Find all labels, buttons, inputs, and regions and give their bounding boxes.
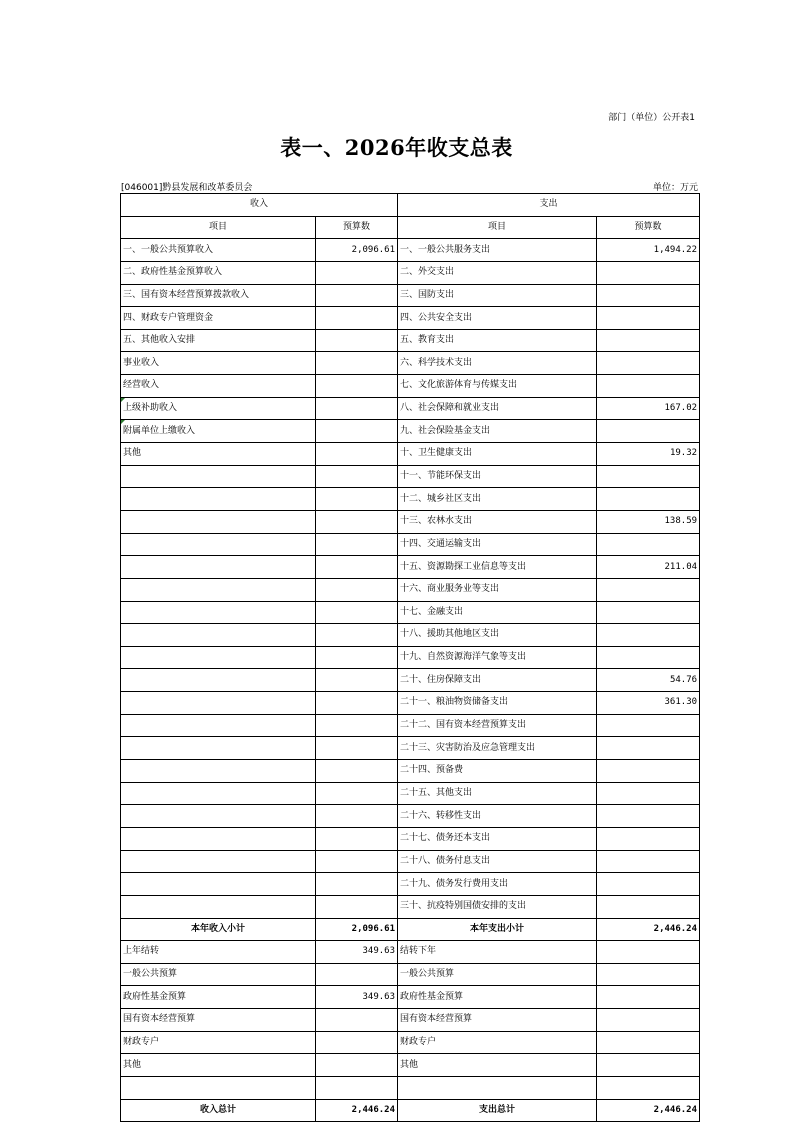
income-value-cell [316,827,398,850]
table-row [121,239,700,262]
income-carry-label: 国有资本经营预算 [121,1009,316,1032]
expense-carry-label: 其他 [398,1054,597,1077]
income-value-cell [316,307,398,330]
expense-item-cell: 七、文化旅游体育与传媒支出 [398,375,597,398]
section-header-row [121,194,700,217]
expense-carry-value [597,986,700,1009]
expense-carry-value [597,1031,700,1054]
carry-row [121,963,700,986]
income-value-cell [316,488,398,511]
income-item-cell: 附属单位上缴收入 [121,420,316,443]
expense-value-cell [597,420,700,443]
expense-value-cell: 361.30 [597,692,700,715]
carry-row [121,1031,700,1054]
expense-item-cell: 一、一般公共服务支出 [398,239,597,262]
carry-row [121,1009,700,1032]
table-row [121,556,700,579]
expense-value-cell [597,488,700,511]
income-value-cell [316,375,398,398]
income-item-cell [121,556,316,579]
income-value-cell [316,760,398,783]
budget-summary-table [120,193,700,1122]
income-value-cell: 2,096.61 [316,239,398,262]
income-value-cell [316,465,398,488]
income-value-cell [316,420,398,443]
expense-item-cell: 五、教育支出 [398,329,597,352]
expense-item-header: 项目 [398,216,597,239]
expense-value-cell [597,782,700,805]
expense-item-cell: 六、科学技术支出 [398,352,597,375]
expense-carry-value [597,1054,700,1077]
table-row [121,375,700,398]
income-item-cell [121,760,316,783]
expense-value-cell [597,873,700,896]
income-value-cell [316,737,398,760]
expense-section-header: 支出 [398,194,700,217]
table-row [121,760,700,783]
expense-carry-label: 财政专户 [398,1031,597,1054]
table-row [121,669,700,692]
income-item-cell [121,895,316,918]
income-item-cell [121,850,316,873]
expense-item-cell: 二十二、国有资本经营预算支出 [398,714,597,737]
income-item-cell [121,601,316,624]
income-item-header: 项目 [121,216,316,239]
income-value-cell [316,329,398,352]
income-item-cell: 事业收入 [121,352,316,375]
table-row [121,420,700,443]
income-value-cell [316,669,398,692]
income-carry-value: 349.63 [316,941,398,964]
income-budget-header: 预算数 [316,216,398,239]
income-carry-value [316,1054,398,1077]
income-value-cell [316,556,398,579]
income-item-cell [121,646,316,669]
expense-item-cell: 十四、交通运输支出 [398,533,597,556]
table-row [121,827,700,850]
income-value-cell [316,261,398,284]
income-value-cell [316,805,398,828]
income-item-cell [121,533,316,556]
form-code-label: 部门（单位）公开表1 [608,113,695,123]
expense-total-value: 2,446.24 [597,1099,700,1122]
expense-carry-label: 政府性基金预算 [398,986,597,1009]
expense-value-cell: 138.59 [597,510,700,533]
table-row [121,737,700,760]
expense-value-cell [597,465,700,488]
income-value-cell [316,714,398,737]
table-row [121,352,700,375]
income-value-cell [316,578,398,601]
expense-value-cell [597,850,700,873]
income-item-cell [121,873,316,896]
expense-value-cell [597,895,700,918]
table-row [121,873,700,896]
expense-item-cell: 十二、城乡社区支出 [398,488,597,511]
expense-item-cell: 二十六、转移性支出 [398,805,597,828]
income-value-cell [316,533,398,556]
table-row [121,646,700,669]
table-row [121,714,700,737]
expense-value-cell [597,760,700,783]
income-item-cell [121,488,316,511]
income-carry-label: 一般公共预算 [121,963,316,986]
table-row [121,329,700,352]
income-value-cell [316,284,398,307]
expense-item-cell: 二十一、粮油物资储备支出 [398,692,597,715]
organization-name: [046001]黔县发展和改革委员会 [121,183,253,193]
expense-value-cell [597,375,700,398]
table-row [121,397,700,420]
table-row [121,533,700,556]
income-carry-label: 财政专户 [121,1031,316,1054]
expense-value-cell [597,646,700,669]
carry-row [121,1076,700,1099]
income-value-cell [316,895,398,918]
expense-item-cell: 十九、自然资源海洋气象等支出 [398,646,597,669]
expense-value-cell [597,284,700,307]
income-value-cell [316,624,398,647]
income-value-cell [316,601,398,624]
expense-value-cell [597,261,700,284]
income-total-value: 2,446.24 [316,1099,398,1122]
expense-subtotal-label: 本年支出小计 [398,918,597,941]
expense-item-cell: 九、社会保险基金支出 [398,420,597,443]
table-row [121,488,700,511]
table-row [121,578,700,601]
carry-row [121,941,700,964]
expense-item-cell: 二十八、债务付息支出 [398,850,597,873]
expense-carry-label: 一般公共预算 [398,963,597,986]
income-item-cell [121,782,316,805]
income-value-cell [316,692,398,715]
income-carry-value [316,1031,398,1054]
income-item-cell [121,827,316,850]
income-value-cell [316,510,398,533]
income-item-cell [121,805,316,828]
income-item-cell: 二、政府性基金预算收入 [121,261,316,284]
income-subtotal-label: 本年收入小计 [121,918,316,941]
income-section-header: 收入 [121,194,398,217]
expense-value-cell: 19.32 [597,443,700,466]
expense-carry-value [597,1076,700,1099]
expense-value-cell [597,307,700,330]
income-item-cell [121,578,316,601]
expense-carry-value [597,941,700,964]
table-row [121,895,700,918]
expense-item-cell: 二十五、其他支出 [398,782,597,805]
expense-budget-header: 预算数 [597,216,700,239]
expense-item-cell: 二十四、预备费 [398,760,597,783]
total-row [121,1099,700,1122]
income-carry-value: 349.63 [316,986,398,1009]
expense-value-cell [597,737,700,760]
expense-value-cell: 167.02 [597,397,700,420]
expense-subtotal-value: 2,446.24 [597,918,700,941]
table-row [121,601,700,624]
expense-value-cell [597,624,700,647]
expense-value-cell [597,827,700,850]
expense-value-cell: 1,494.22 [597,239,700,262]
income-item-cell: 上级补助收入 [121,397,316,420]
income-value-cell [316,782,398,805]
table-row [121,782,700,805]
expense-item-cell: 十八、援助其他地区支出 [398,624,597,647]
expense-item-cell: 八、社会保障和就业支出 [398,397,597,420]
expense-value-cell [597,601,700,624]
expense-item-cell: 十一、节能环保支出 [398,465,597,488]
income-item-cell: 五、其他收入安排 [121,329,316,352]
income-value-cell [316,352,398,375]
page-title: 表一、2026年收支总表 [280,135,513,160]
income-item-cell [121,624,316,647]
income-subtotal-value: 2,096.61 [316,918,398,941]
expense-carry-value [597,1009,700,1032]
expense-value-cell [597,533,700,556]
table-row [121,443,700,466]
expense-carry-label: 国有资本经营预算 [398,1009,597,1032]
income-value-cell [316,397,398,420]
expense-value-cell [597,578,700,601]
carry-row [121,986,700,1009]
income-value-cell [316,850,398,873]
table-row [121,624,700,647]
expense-item-cell: 二十三、灾害防治及应急管理支出 [398,737,597,760]
income-item-cell [121,510,316,533]
table-row [121,510,700,533]
income-item-cell [121,714,316,737]
unit-label: 单位：万元 [652,183,698,193]
income-value-cell [316,873,398,896]
expense-item-cell: 四、公共安全支出 [398,307,597,330]
expense-carry-label: 结转下年 [398,941,597,964]
table-row [121,465,700,488]
income-value-cell [316,646,398,669]
expense-carry-label [398,1076,597,1099]
table-row [121,805,700,828]
income-item-cell: 四、财政专户管理资金 [121,307,316,330]
income-item-cell [121,465,316,488]
expense-item-cell: 十五、资源勘探工业信息等支出 [398,556,597,579]
expense-value-cell [597,805,700,828]
carry-row [121,1054,700,1077]
income-carry-label: 上年结转 [121,941,316,964]
column-header-row [121,216,700,239]
income-item-cell: 一、一般公共预算收入 [121,239,316,262]
expense-item-cell: 十六、商业服务业等支出 [398,578,597,601]
table-row [121,307,700,330]
expense-item-cell: 十七、金融支出 [398,601,597,624]
expense-value-cell [597,714,700,737]
income-carry-label: 政府性基金预算 [121,986,316,1009]
income-item-cell: 经营收入 [121,375,316,398]
income-carry-value [316,963,398,986]
income-item-cell: 三、国有资本经营预算拨款收入 [121,284,316,307]
income-carry-label: 其他 [121,1054,316,1077]
expense-item-cell: 三十、抗疫特别国债安排的支出 [398,895,597,918]
expense-item-cell: 十、卫生健康支出 [398,443,597,466]
expense-value-cell [597,352,700,375]
income-item-cell [121,737,316,760]
income-item-cell: 其他 [121,443,316,466]
expense-item-cell: 三、国防支出 [398,284,597,307]
subtotal-row [121,918,700,941]
income-carry-label [121,1076,316,1099]
income-item-cell [121,692,316,715]
expense-carry-value [597,963,700,986]
table-row [121,261,700,284]
expense-item-cell: 二十七、债务还本支出 [398,827,597,850]
table-row [121,692,700,715]
table-row [121,284,700,307]
expense-item-cell: 二十、住房保障支出 [398,669,597,692]
income-total-label: 收入总计 [121,1099,316,1122]
income-carry-value [316,1009,398,1032]
income-item-cell [121,669,316,692]
expense-value-cell: 211.04 [597,556,700,579]
income-carry-value [316,1076,398,1099]
expense-item-cell: 二、外交支出 [398,261,597,284]
expense-item-cell: 十三、农林水支出 [398,510,597,533]
income-value-cell [316,443,398,466]
expense-value-cell [597,329,700,352]
expense-value-cell: 54.76 [597,669,700,692]
table-row [121,850,700,873]
expense-item-cell: 二十九、债务发行费用支出 [398,873,597,896]
expense-total-label: 支出总计 [398,1099,597,1122]
